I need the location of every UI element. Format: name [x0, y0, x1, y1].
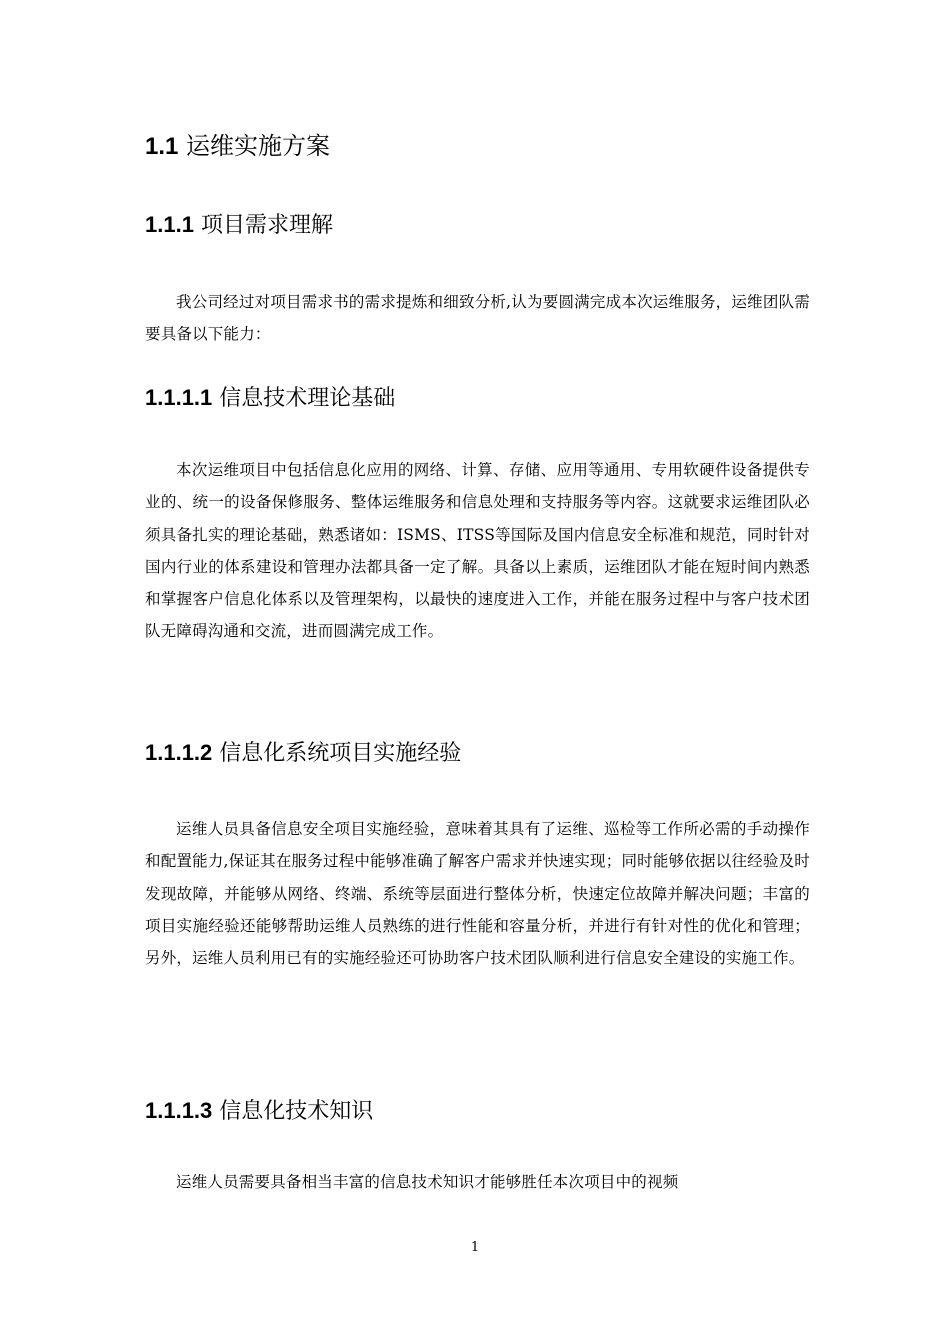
heading-number: 1.1.1.3: [145, 1098, 213, 1123]
heading-number: 1.1.1: [145, 212, 194, 237]
paragraph-theory: 本次运维项目中包括信息化应用的网络、计算、存储、应用等通用、专用软硬件设备提供专业的、统一的设备保修服务、整体运维服务和信息处理和支持服务等内容。这就要求运维团队必须具备扎实的理论基础，熟悉诸如：ISMS、ITSS等国际及国内信息安全标准和规范，同时针对国内行业的体系建设和管理办法都具备一定了解。具备以上素质，运维团队才能在短时间内熟悉和掌握客户信息化体系以及管理架构，以最快的速度进入工作，并能在服务过程中与客户技术团队无障碍沟通和交流，进而圆满完成工作。: [145, 461, 810, 641]
heading-1-1-1-3: [145, 1094, 373, 1125]
heading-1-1-1-1: [145, 381, 395, 412]
heading-number: 1.1.1.1: [145, 385, 213, 410]
paragraph-knowledge: 运维人员需要具备相当丰富的信息技术知识才能够胜任本次项目中的视频: [176, 1173, 679, 1191]
heading-1-1-1: [145, 208, 333, 239]
heading-text: 运维实施方案: [186, 132, 331, 160]
heading-text: 信息化系统项目实施经验: [219, 741, 462, 766]
heading-text: 项目需求理解: [200, 213, 333, 238]
heading-text: 信息化技术知识: [219, 1099, 374, 1124]
heading-1-1: [145, 126, 330, 161]
page-number: 1: [470, 1240, 480, 1255]
heading-number: 1.1: [145, 133, 179, 160]
heading-number: 1.1.1.2: [145, 740, 213, 765]
heading-1-1-1-2: [145, 736, 461, 767]
paragraph-intro: 我公司经过对项目需求书的需求提炼和细致分析,认为要圆满完成本次运维服务，运维团队需要具备以下能力：: [145, 293, 810, 344]
heading-text: 信息技术理论基础: [219, 386, 396, 411]
paragraph-experience: 运维人员具备信息安全项目实施经验，意味着其具有了运维、巡检等工作所必需的手动操作和配置能力,保证其在服务过程中能够准确了解客户需求并快速实现；同时能够依据以往经验及时发现故障，并能够从网络、终端、系统等层面进行整体分析，快速定位故障并解决问题；丰富的项目实施经验还能够帮助运维人员熟练的进行性能和容量分析，并进行有针对性的优化和管理；另外，运维人员利用已有的实施经验还可协助客户技术团队顺利进行信息安全建设的实施工作。: [145, 820, 810, 968]
